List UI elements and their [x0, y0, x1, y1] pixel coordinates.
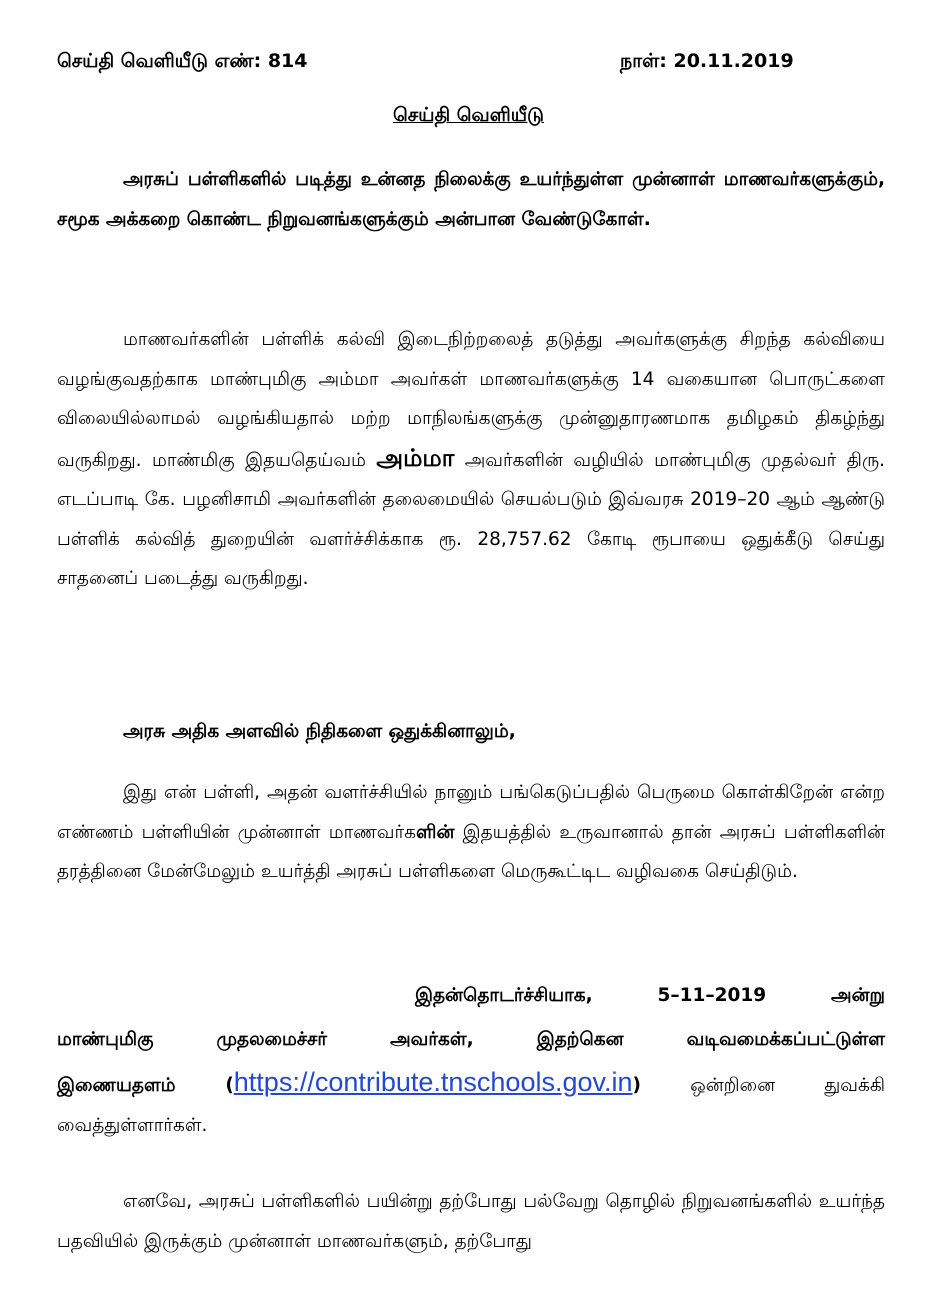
website-close: )	[632, 1075, 641, 1096]
document-title: செய்தி வெளியீடு	[392, 104, 544, 126]
release-number: செய்தி வெளியீடு எண்: 814	[57, 50, 308, 72]
paragraph-1	[57, 320, 885, 599]
subheading-block	[57, 712, 885, 752]
paragraph-1-text	[57, 320, 885, 599]
paragraph-2	[57, 773, 885, 892]
paragraph-1-part-a: மாணவர்களின் பள்ளிக் கல்வி இடைநிற்றலைத் தடுத்து அவர்களுக்கு சிறந்த கல்வியை வழங்குவதற்காக மாண்புமிகு அம்மா அவர்கள் மாணவர்களுக்கு 14 வகையான பொருட்களை விலையில்லாமல் வழங்கியதால் மற்ற மாநிலங்களுக்கு முன்னுதாரணமாக தமிழகம் திகழ்ந்து வருகிறது. மாண்மிகு இதயதெய்வம்	[57, 329, 885, 471]
paragraph-4	[57, 1182, 885, 1261]
paragraph-3-line-2: மாண்புமிகு முதலமைச்சர் அவர்கள், இதற்கென வடிவமைக்கப்பட்டுள்ள	[57, 1028, 885, 1050]
paragraph-2-part-b: இதயத்தில் உருவானால் தான் அரசுப் பள்ளிகளின் தரத்தினை மேன்மேலும் உயர்த்தி அரசுப் பள்ளிகளை மெருகூட்டிட வழிவகை செய்திடும்.	[57, 821, 885, 882]
release-date: நாள்: 20.11.2019	[620, 50, 794, 72]
amma-emphasis: அம்மா	[376, 443, 455, 472]
website-link[interactable]: https://contribute.tnschools.gov.in	[233, 1067, 633, 1097]
paragraph-3-line-1: இதன்தொடர்ச்சியாக, 5–11–2019 அன்று	[415, 985, 885, 1006]
paragraph-3-website	[57, 1063, 885, 1145]
paragraph-2-bold: ளின்	[416, 821, 455, 843]
paragraph-4-text: எனவே, அரசுப் பள்ளிகளில் பயின்று தற்போது பல்வேறு தொழில் நிறுவனங்களில் உயர்ந்த பதவியில் இருக்கும் முன்னாள் மாணவர்களும், தற்போது	[57, 1191, 885, 1252]
appeal-text: அரசுப் பள்ளிகளில் படித்து உன்னத நிலைக்கு உயர்ந்துள்ள முன்னாள் மாணவர்களுக்கும், சமூக அக்கறை கொண்ட நிறுவனங்களுக்கும் அன்பான வேண்டுகோள்.	[57, 169, 885, 230]
paragraph-3-tail: ஒன்றினை துவக்கி வைத்துள்ளார்கள்.	[57, 1075, 885, 1136]
header-row	[57, 50, 857, 80]
paragraph-3	[57, 976, 885, 1145]
website-label: இணையதளம் (	[57, 1075, 234, 1096]
subheading-text: அரசு அதிக அளவில் நிதிகளை ஒதுக்கினாலும்,	[123, 721, 516, 742]
paragraph-2-text	[57, 773, 885, 892]
paragraph-2-part-a: இது என் பள்ளி, அதன் வளர்ச்சியில் நானும் பங்கெடுப்பதில் பெருமை கொள்கிறேன் என்ற எண்ணம் பள்ளியின் முன்னாள் மாணவர்க	[57, 782, 885, 843]
paragraph-1-part-b: அவர்களின் வழியில் மாண்புமிகு முதல்வர் திரு. எடப்பாடி கே. பழனிசாமி அவர்களின் தலைமையில் செயல்படும் இவ்வரசு 2019–20 ஆம் ஆண்டு பள்ளிக் கல்வித் துறையின் வளர்ச்சிக்காக ரூ. 28,757.62 கோடி ரூபாயை ஒதுக்கீடு செய்து சாதனைப் படைத்து வருகிறது.	[57, 449, 885, 589]
appeal-block	[57, 160, 885, 239]
